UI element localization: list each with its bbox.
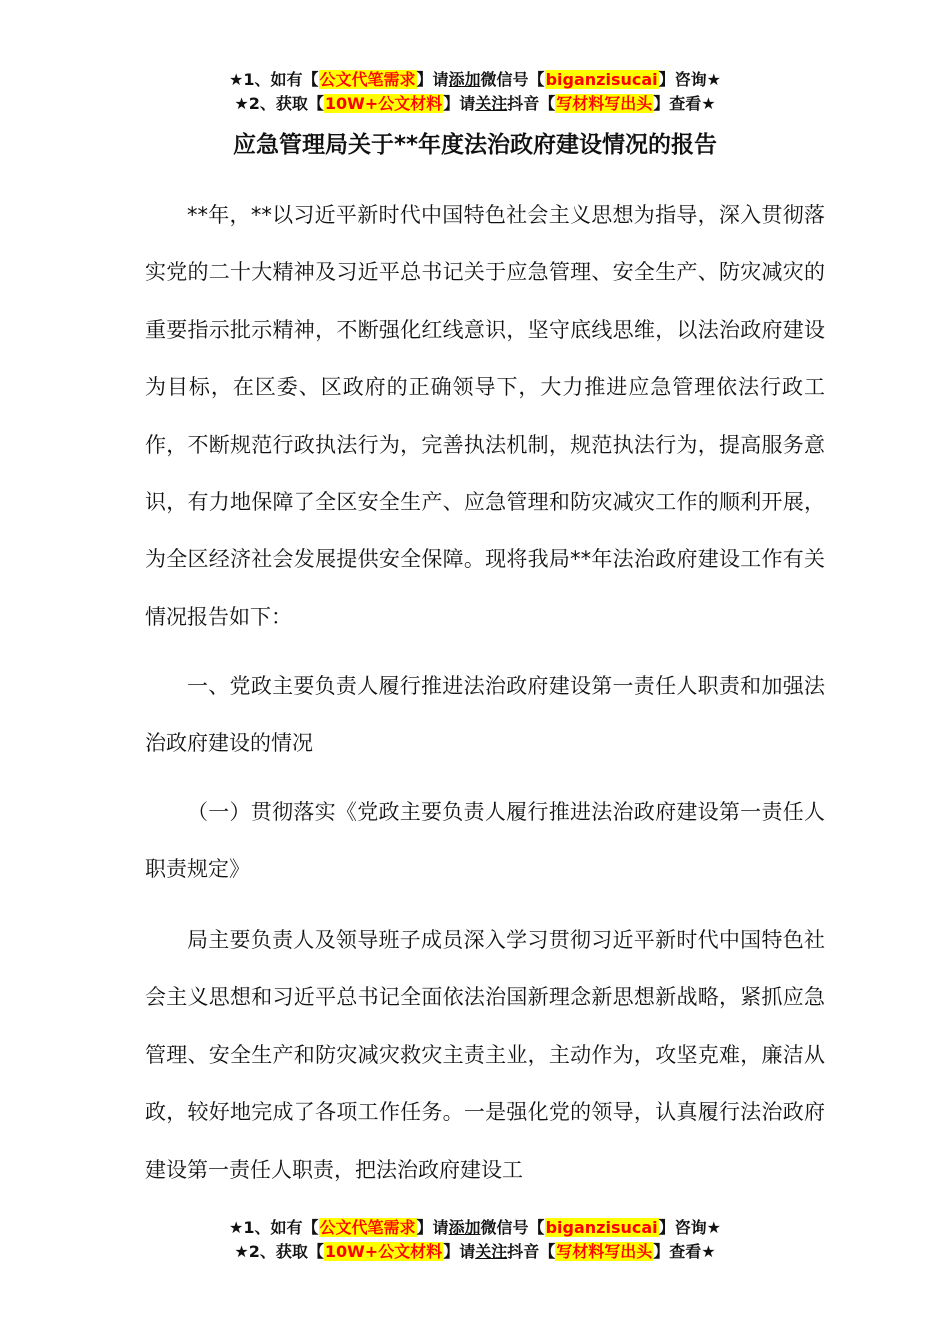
promo-douyin-id: 写材料写出头: [556, 1242, 653, 1261]
document-title: 应急管理局关于**年度法治政府建设情况的报告: [232, 132, 718, 158]
promo-text: ★1、如有【: [229, 1218, 319, 1237]
promo-underline: 添加: [448, 70, 481, 89]
section-heading-1: 一、党政主要负责人履行推进法治政府建设第一责任人职责和加强法治政府建设的情况: [145, 674, 825, 756]
promo-text: 】查看★: [653, 94, 716, 113]
promo-line-1: [0, 1216, 950, 1240]
promo-text: 】咨询★: [658, 1218, 721, 1237]
promo-text: ★1、如有【: [229, 70, 319, 89]
promo-text: 微信号【: [480, 70, 545, 89]
intro-paragraph: **年，**以习近平新时代中国特色社会主义思想为指导，深入贯彻落实党的二十大精神及习近平总书记关于应急管理、安全生产、防灾减灾的重要指示批示精神，不断强化红线意识，坚守底线思维，以法治政府建设为目标，在区委、区政府的正确领导下，大力推进应急管理依法行政工作，不断规范行政执法行为，完善执法机制，规范执法行为，提高服务意识，有力地保障了全区安全生产、应急管理和防灾减灾工作的顺利开展，为全区经济社会发展提供安全保障。现将我局**年法治政府建设工作有关情况报告如下：: [145, 203, 825, 629]
promo-highlight: 公文代笔需求: [319, 1218, 416, 1237]
promo-wechat-id: biganzisucai: [545, 1218, 658, 1237]
promo-text: 】查看★: [653, 1242, 716, 1261]
promo-text: 微信号【: [480, 1218, 545, 1237]
body-paragraph: 局主要负责人及领导班子成员深入学习贯彻习近平新时代中国特色社会主义思想和习近平总书记全面依法治国新理念新思想新战略，紧抓应急管理、安全生产和防灾减灾救灾主责主业，主动作为，攻坚克难，廉洁从政，较好地完成了各项工作任务。一是强化党的领导，认真履行法治政府建设第一责任人职责，把法治政府建设工: [145, 928, 825, 1182]
bottom-promo-banner: [0, 1216, 950, 1264]
promo-text: 抖音【: [507, 94, 556, 113]
promo-highlight: 10W+公文材料: [324, 1242, 443, 1261]
promo-underline: 关注: [475, 1242, 508, 1261]
promo-highlight: 10W+公文材料: [324, 94, 443, 113]
promo-line-2: [0, 92, 950, 116]
promo-wechat-id: biganzisucai: [545, 70, 658, 89]
top-promo-banner: [0, 68, 950, 116]
promo-highlight: 公文代笔需求: [319, 70, 416, 89]
promo-text: ★2、获取【: [234, 1242, 324, 1261]
promo-underline: 添加: [448, 1218, 481, 1237]
promo-text: 】咨询★: [658, 70, 721, 89]
promo-line-1: [0, 68, 950, 92]
promo-text: ★2、获取【: [234, 94, 324, 113]
promo-text: 】请: [443, 94, 476, 113]
promo-douyin-id: 写材料写出头: [556, 94, 653, 113]
promo-underline: 关注: [475, 94, 508, 113]
promo-text: 抖音【: [507, 1242, 556, 1261]
promo-line-2: [0, 1240, 950, 1264]
promo-text: 】请: [416, 1218, 449, 1237]
subsection-heading-1: （一）贯彻落实《党政主要负责人履行推进法治政府建设第一责任人职责规定》: [145, 800, 825, 882]
promo-text: 】请: [416, 70, 449, 89]
promo-text: 】请: [443, 1242, 476, 1261]
